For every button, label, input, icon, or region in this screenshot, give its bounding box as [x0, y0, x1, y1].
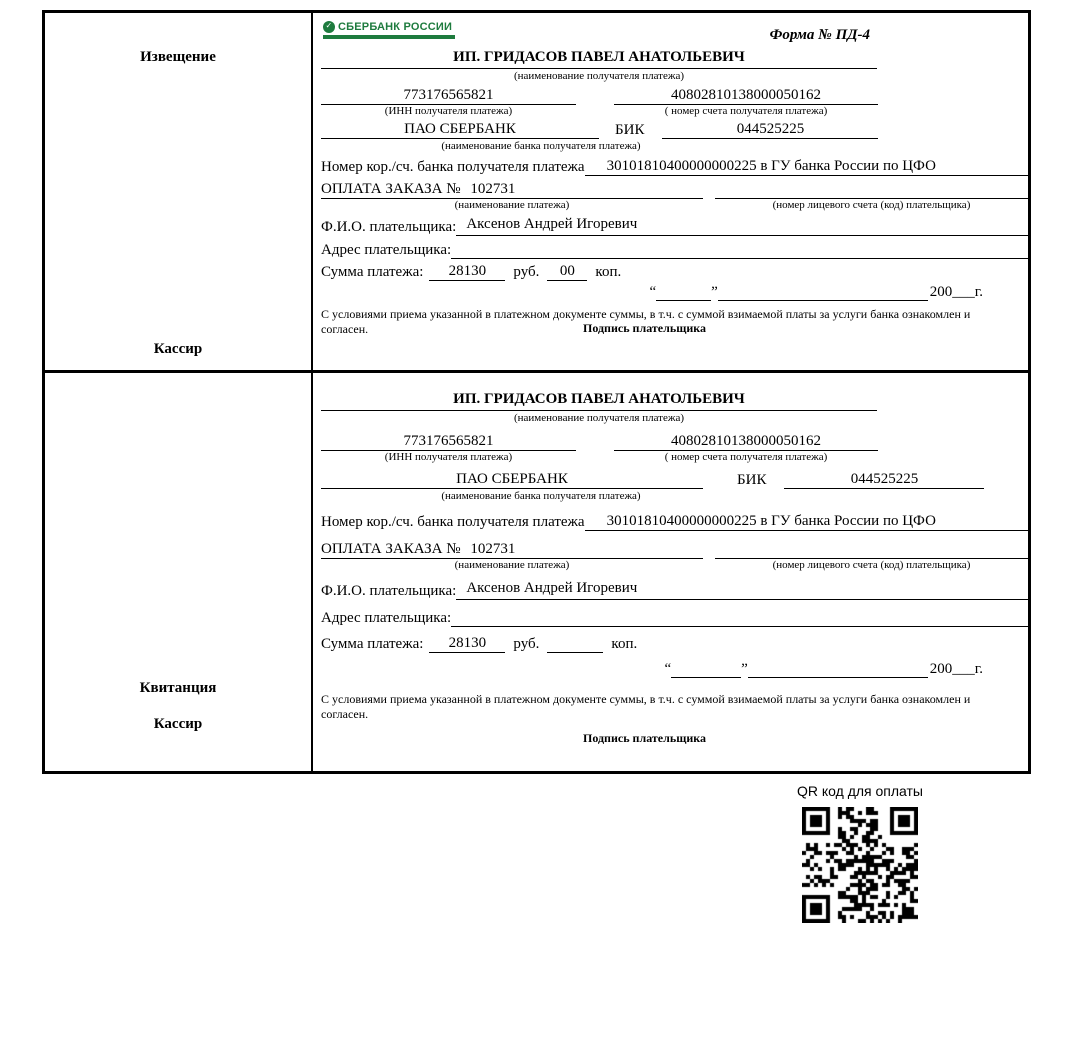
bank-caption: (наименование банка получателя платежа) [441, 490, 641, 503]
corr-account-value: 30101810400000000225 в ГУ банка России по ЦФО [585, 513, 1028, 531]
payment-caption: (наименование платежа) [454, 198, 570, 211]
sberbank-logo-bar [323, 35, 455, 39]
sum-value: 28130 [429, 635, 505, 653]
notice-left-column [45, 13, 313, 370]
date-quote-open: “ [649, 283, 657, 300]
sberbank-logo-text: СБЕРБАНК РОССИИ [338, 21, 453, 33]
date-line [321, 284, 983, 301]
payer-address-value [451, 239, 1028, 259]
bank-name: ПАО СБЕРБАНК [321, 471, 703, 489]
signature-label: Подпись плательщика [583, 730, 706, 745]
date-quote-close: ” [711, 283, 718, 300]
date-line [321, 661, 983, 678]
kop-value [547, 652, 603, 653]
terms-text: С условиями приема указанной в платежном документе суммы, в т.ч. с суммой взимаемой платы за услуги банка ознакомлен и согласен. [321, 691, 971, 722]
notice-header-row [321, 19, 1028, 49]
payment-purpose-label: ОПЛАТА ЗАКАЗА № [321, 540, 461, 557]
date-year: 200___г. [929, 283, 983, 300]
bik-value: 044525225 [784, 471, 984, 489]
inn-value: 773176565821 [321, 87, 576, 105]
payer-name-label: Ф.И.О. плательщика: [321, 218, 457, 235]
receipt-cashier-label: Кассир [153, 716, 203, 732]
receipt-left-column [45, 373, 313, 771]
payment-caption: (наименование платежа) [454, 558, 570, 571]
kop-label: коп. [611, 635, 638, 652]
kop-value: 00 [547, 263, 587, 281]
date-day-blank [671, 664, 741, 678]
payment-purpose-label: ОПЛАТА ЗАКАЗА № [321, 180, 461, 197]
notice-section-label: Извещение [140, 49, 216, 65]
qr-code [802, 807, 918, 923]
payer-code-caption: (номер лицевого счета (код) плательщика) [772, 198, 971, 211]
payment-purpose-line [321, 181, 703, 199]
inn-value: 773176565821 [321, 433, 576, 451]
date-month-blank [718, 287, 928, 301]
receipt-section [45, 373, 1028, 771]
date-quote-open: “ [664, 660, 672, 677]
payer-address-label: Адрес плательщика: [321, 241, 452, 258]
account-caption: ( номер счета получателя платежа) [664, 105, 828, 118]
sum-label: Сумма платежа: [321, 635, 424, 652]
inn-caption: (ИНН получателя платежа) [384, 105, 513, 118]
payer-code-caption: (номер лицевого счета (код) плательщика) [772, 558, 971, 571]
sum-label: Сумма платежа: [321, 263, 424, 280]
account-value: 40802810138000050162 [614, 433, 878, 451]
payer-address-label: Адрес плательщика: [321, 609, 452, 626]
corr-account-label: Номер кор./сч. банка получателя платежа [321, 513, 585, 530]
terms-block [321, 692, 981, 747]
qr-caption: QR код для оплаты [796, 783, 923, 799]
kop-label: коп. [595, 263, 622, 280]
payer-code-blank-line [715, 540, 1028, 559]
payer-name-value: Аксенов Андрей Игоревич [456, 580, 1028, 600]
account-caption: ( номер счета получателя платежа) [664, 451, 828, 464]
payment-form-pd4 [42, 10, 1031, 774]
rub-label: руб. [513, 263, 540, 280]
corr-account-label: Номер кор./сч. банка получателя платежа [321, 158, 585, 175]
bank-caption: (наименование банка получателя платежа) [441, 140, 641, 153]
order-number: 102731 [470, 540, 516, 557]
terms-block [321, 307, 981, 338]
corr-account-value: 30101810400000000225 в ГУ банка России по ЦФО [585, 158, 1028, 176]
payer-name-value: Аксенов Андрей Игоревич [456, 216, 1028, 236]
terms-text: С условиями приема указанной в платежном документе суммы, в т.ч. с суммой взимаемой платы за услуги банка ознакомлен и согласен. [321, 306, 971, 337]
signature-label: Подпись плательщика [583, 321, 706, 336]
sberbank-icon [323, 21, 335, 33]
bik-value: 044525225 [662, 121, 878, 139]
recipient-name: ИП. ГРИДАСОВ ПАВЕЛ АНАТОЛЬЕВИЧ [321, 49, 877, 69]
receipt-section-label: Квитанция [139, 680, 217, 696]
bik-label: БИК [737, 472, 767, 489]
date-day-blank [656, 287, 711, 301]
payer-address-value [451, 607, 1028, 627]
payer-name-label: Ф.И.О. плательщика: [321, 582, 457, 599]
date-month-blank [748, 664, 928, 678]
recipient-name: ИП. ГРИДАСОВ ПАВЕЛ АНАТОЛЬЕВИЧ [321, 391, 877, 411]
notice-form-body [313, 13, 1028, 370]
sberbank-logo [323, 21, 455, 39]
date-year: 200___г. [929, 660, 983, 677]
notice-cashier-label: Кассир [153, 341, 203, 357]
inn-caption: (ИНН получателя платежа) [384, 451, 513, 464]
order-number: 102731 [470, 180, 516, 197]
sum-value: 28130 [429, 263, 505, 281]
recipient-caption: (наименование получателя платежа) [513, 412, 685, 424]
payer-code-blank-line [715, 180, 1028, 199]
qr-block [788, 783, 932, 923]
recipient-caption: (наименование получателя платежа) [513, 70, 685, 82]
rub-label: руб. [513, 635, 540, 652]
form-number: Форма № ПД-4 [769, 27, 870, 43]
bank-name: ПАО СБЕРБАНК [321, 121, 599, 139]
notice-section [45, 13, 1028, 373]
payment-purpose-line [321, 541, 703, 559]
date-quote-close: ” [741, 660, 748, 677]
receipt-form-body [313, 373, 1028, 771]
bik-label: БИК [615, 122, 645, 139]
account-value: 40802810138000050162 [614, 87, 878, 105]
